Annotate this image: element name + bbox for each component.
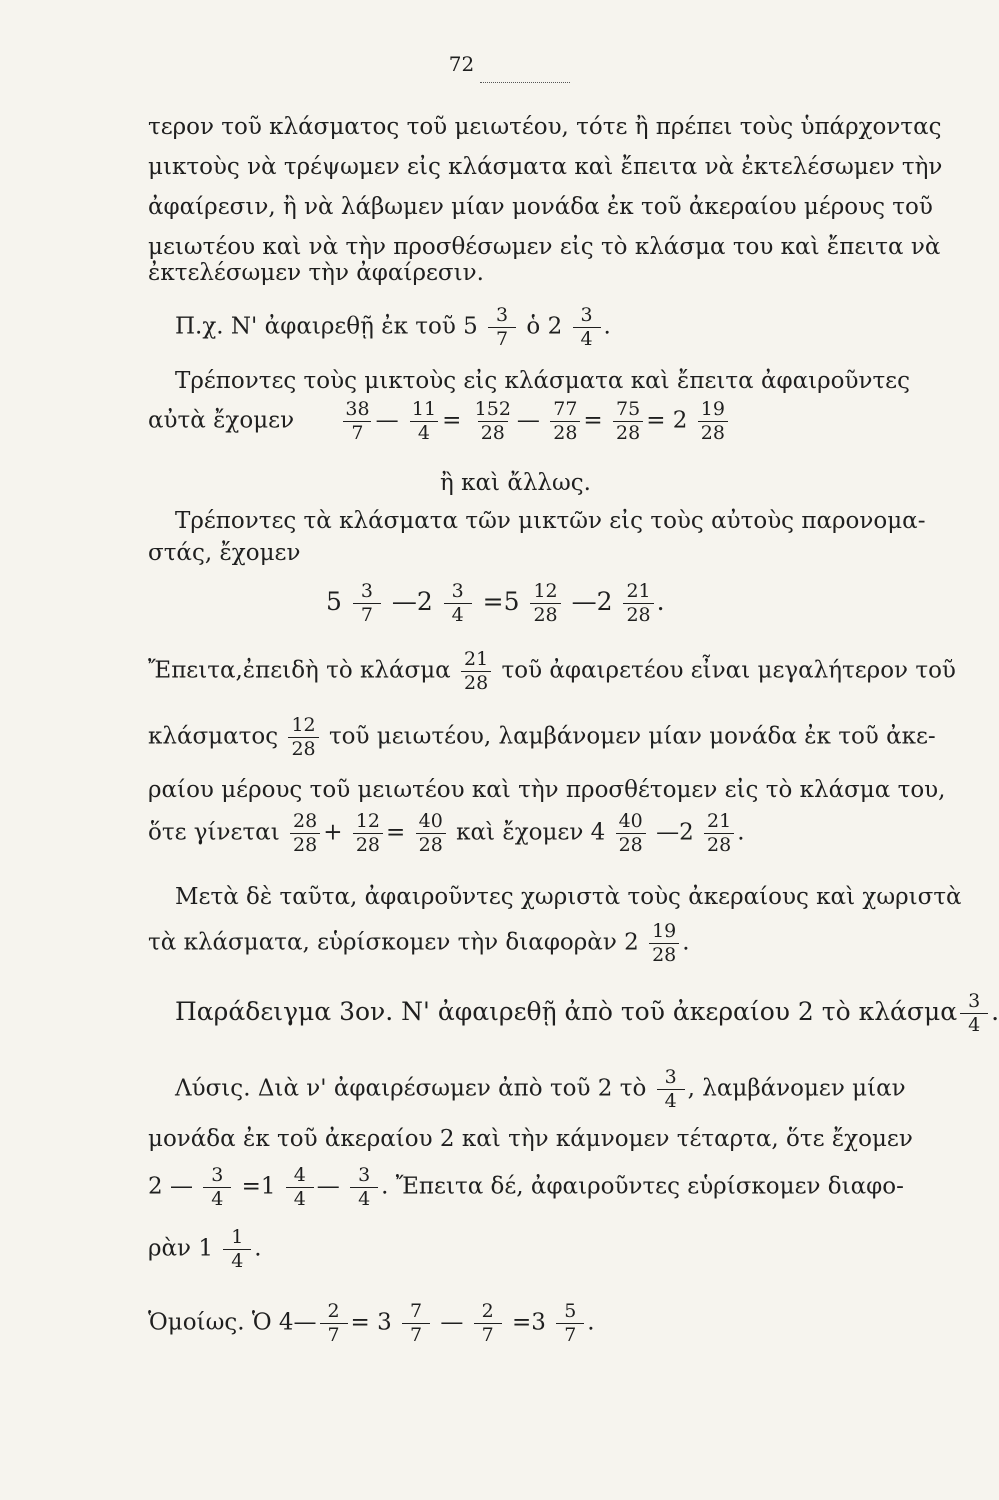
- fraction: $\frac{21}{28}$: [704, 812, 734, 855]
- text-line: Ὁμοίως. Ὁ 4— $\frac{2}{7}$ = 3 $\frac{7}{7}$ — $\frac{2}{7}$ =3 $\frac{5}{7}$ .: [148, 1300, 595, 1346]
- fraction: $\frac{12}{28}$: [288, 716, 318, 759]
- fraction: $\frac{2}{7}$: [474, 1302, 502, 1345]
- fraction: $\frac{3}{4}$: [657, 1068, 685, 1111]
- fraction: $\frac{3}{7}$: [353, 582, 381, 625]
- fraction: $\frac{7}{7}$: [402, 1302, 430, 1345]
- text-line: ἀφαίρεσιν, ἢ νὰ λάβωμεν μίαν μονάδα ἐκ τοῦ ἀκεραίου μέρους τοῦ: [148, 194, 933, 220]
- fraction: $\frac{19}{28}$: [698, 400, 728, 443]
- text-line: Μετὰ δὲ ταῦτα, ἀφαιροῦντες χωριστὰ τοὺς ἀκεραίους καὶ χωριστὰ: [175, 884, 962, 910]
- fraction: $\frac{40}{28}$: [416, 812, 446, 855]
- text-line: κλάσματος $\frac{12}{28}$ τοῦ μειωτέου, λαμβάνομεν μίαν μονάδα ἐκ τοῦ ἀκε-: [148, 714, 936, 760]
- text-line: μικτοὺς νὰ τρέψωμεν εἰς κλάσματα καὶ ἔπειτα νὰ ἐκτελέσωμεν τὴν: [148, 154, 943, 180]
- equation-1: αὐτὰ ἔχομεν $\frac{38}{7}$ — $\frac{11}{4}$ = $\frac{152}{28}$ — $\frac{77}{28}$ = $\frac{75}{28}$ = 2 $\frac{19}{28}$: [148, 400, 731, 443]
- text-line: τερον τοῦ κλάσματος τοῦ μειωτέου, τότε ἢ πρέπει τοὺς ὑπάρχοντας: [148, 114, 942, 140]
- fraction: $\frac{12}{28}$: [530, 582, 560, 625]
- fraction: $\frac{3}{4}$: [203, 1166, 231, 1209]
- fraction: $\frac{12}{28}$: [353, 812, 383, 855]
- example-1-line: Π.χ. Ν' ἀφαιρεθῇ ἐκ τοῦ 5 $\frac{3}{7}$ ὁ 2 $\frac{3}{4}$ .: [175, 304, 611, 350]
- fraction: $\frac{28}{28}$: [290, 812, 320, 855]
- fraction: $\frac{5}{7}$: [556, 1302, 584, 1345]
- text-line: ἢ καὶ ἄλλως.: [440, 470, 591, 496]
- text-line: 2 — $\frac{3}{4}$ =1 $\frac{4}{4}$ — $\frac{3}{4}$ . Ἔπειτα δέ, ἀφαιροῦντες εὑρίσκομεν διαφο-: [148, 1164, 904, 1210]
- fraction: $\frac{3}{4}$: [573, 306, 601, 349]
- fraction: $\frac{3}{7}$: [488, 306, 516, 349]
- equation-2: 5 $\frac{3}{7}$ —2 $\frac{3}{4}$ =5 $\frac{12}{28}$ —2 $\frac{21}{28}$ .: [326, 580, 665, 626]
- fraction: $\frac{77}{28}$: [550, 400, 580, 443]
- header-rule: [480, 82, 570, 83]
- fraction: $\frac{21}{28}$: [461, 650, 491, 693]
- fraction: $\frac{40}{28}$: [616, 812, 646, 855]
- example-3-line: Παράδειγμα 3ον. Ν' ἀφαιρεθῇ ἀπὸ τοῦ ἀκεραίου 2 τὸ κλάσμα $\frac{3}{4}$ .: [175, 990, 999, 1036]
- text-line: ὅτε γίνεται $\frac{28}{28}$ + $\frac{12}{28}$ = $\frac{40}{28}$ καὶ ἔχομεν 4 $\frac{40}{28}$ —2 $\frac{21}{28}$ .: [148, 810, 745, 856]
- fraction: $\frac{3}{4}$: [350, 1166, 378, 1209]
- text-line: στάς, ἔχομεν: [148, 540, 301, 566]
- fraction: $\frac{11}{4}$: [411, 398, 437, 444]
- text-line: τὰ κλάσματα, εὑρίσκομεν τὴν διαφορὰν 2 $\frac{19}{28}$ .: [148, 920, 690, 966]
- fraction: $\frac{19}{28}$: [649, 922, 679, 965]
- fraction: $\frac{1}{4}$: [223, 1228, 251, 1271]
- text-line: Τρέποντες τοὺς μικτοὺς εἰς κλάσματα καὶ ἔπειτα ἀφαιροῦντες: [175, 368, 910, 394]
- fraction: $\frac{38}{7}$: [345, 398, 370, 444]
- fraction: $\frac{3}{4}$: [444, 582, 472, 625]
- text-line: Ἔπειτα,ἐπειδὴ τὸ κλάσμα $\frac{21}{28}$ τοῦ ἀφαιρετέου εἶναι μεγαλήτερον τοῦ: [148, 648, 956, 694]
- solution-line: Λύσις. Διὰ ν' ἀφαιρέσωμεν ἀπὸ τοῦ 2 τὸ $\frac{3}{4}$ , λαμβάνομεν μίαν: [175, 1066, 906, 1112]
- fraction: $\frac{2}{7}$: [320, 1302, 348, 1345]
- text-line: Τρέποντες τὰ κλάσματα τῶν μικτῶν εἰς τοὺς αὐτοὺς παρονομα-: [175, 508, 926, 534]
- fraction: $\frac{75}{28}$: [613, 400, 643, 443]
- text-line: ἐκτελέσωμεν τὴν ἀφαίρεσιν.: [148, 260, 484, 286]
- text-line: μειωτέου καὶ νὰ τὴν προσθέσωμεν εἰς τὸ κλάσμα του καὶ ἔπειτα νὰ: [148, 234, 941, 260]
- text-line: ρὰν 1 $\frac{1}{4}$ .: [148, 1226, 262, 1272]
- text-line: ραίου μέρους τοῦ μειωτέου καὶ τὴν προσθέτομεν εἰς τὸ κλάσμα του,: [148, 777, 946, 803]
- text-line: μονάδα ἐκ τοῦ ἀκεραίου 2 καὶ τὴν κάμνομεν τέταρτα, ὅτε ἔχομεν: [148, 1126, 913, 1152]
- fraction: $\frac{4}{4}$: [286, 1166, 314, 1209]
- page-number: 72: [448, 52, 475, 76]
- fraction: $\frac{21}{28}$: [623, 582, 653, 625]
- fraction: $\frac{152}{28}$: [474, 398, 511, 444]
- fraction: $\frac{3}{4}$: [960, 992, 988, 1035]
